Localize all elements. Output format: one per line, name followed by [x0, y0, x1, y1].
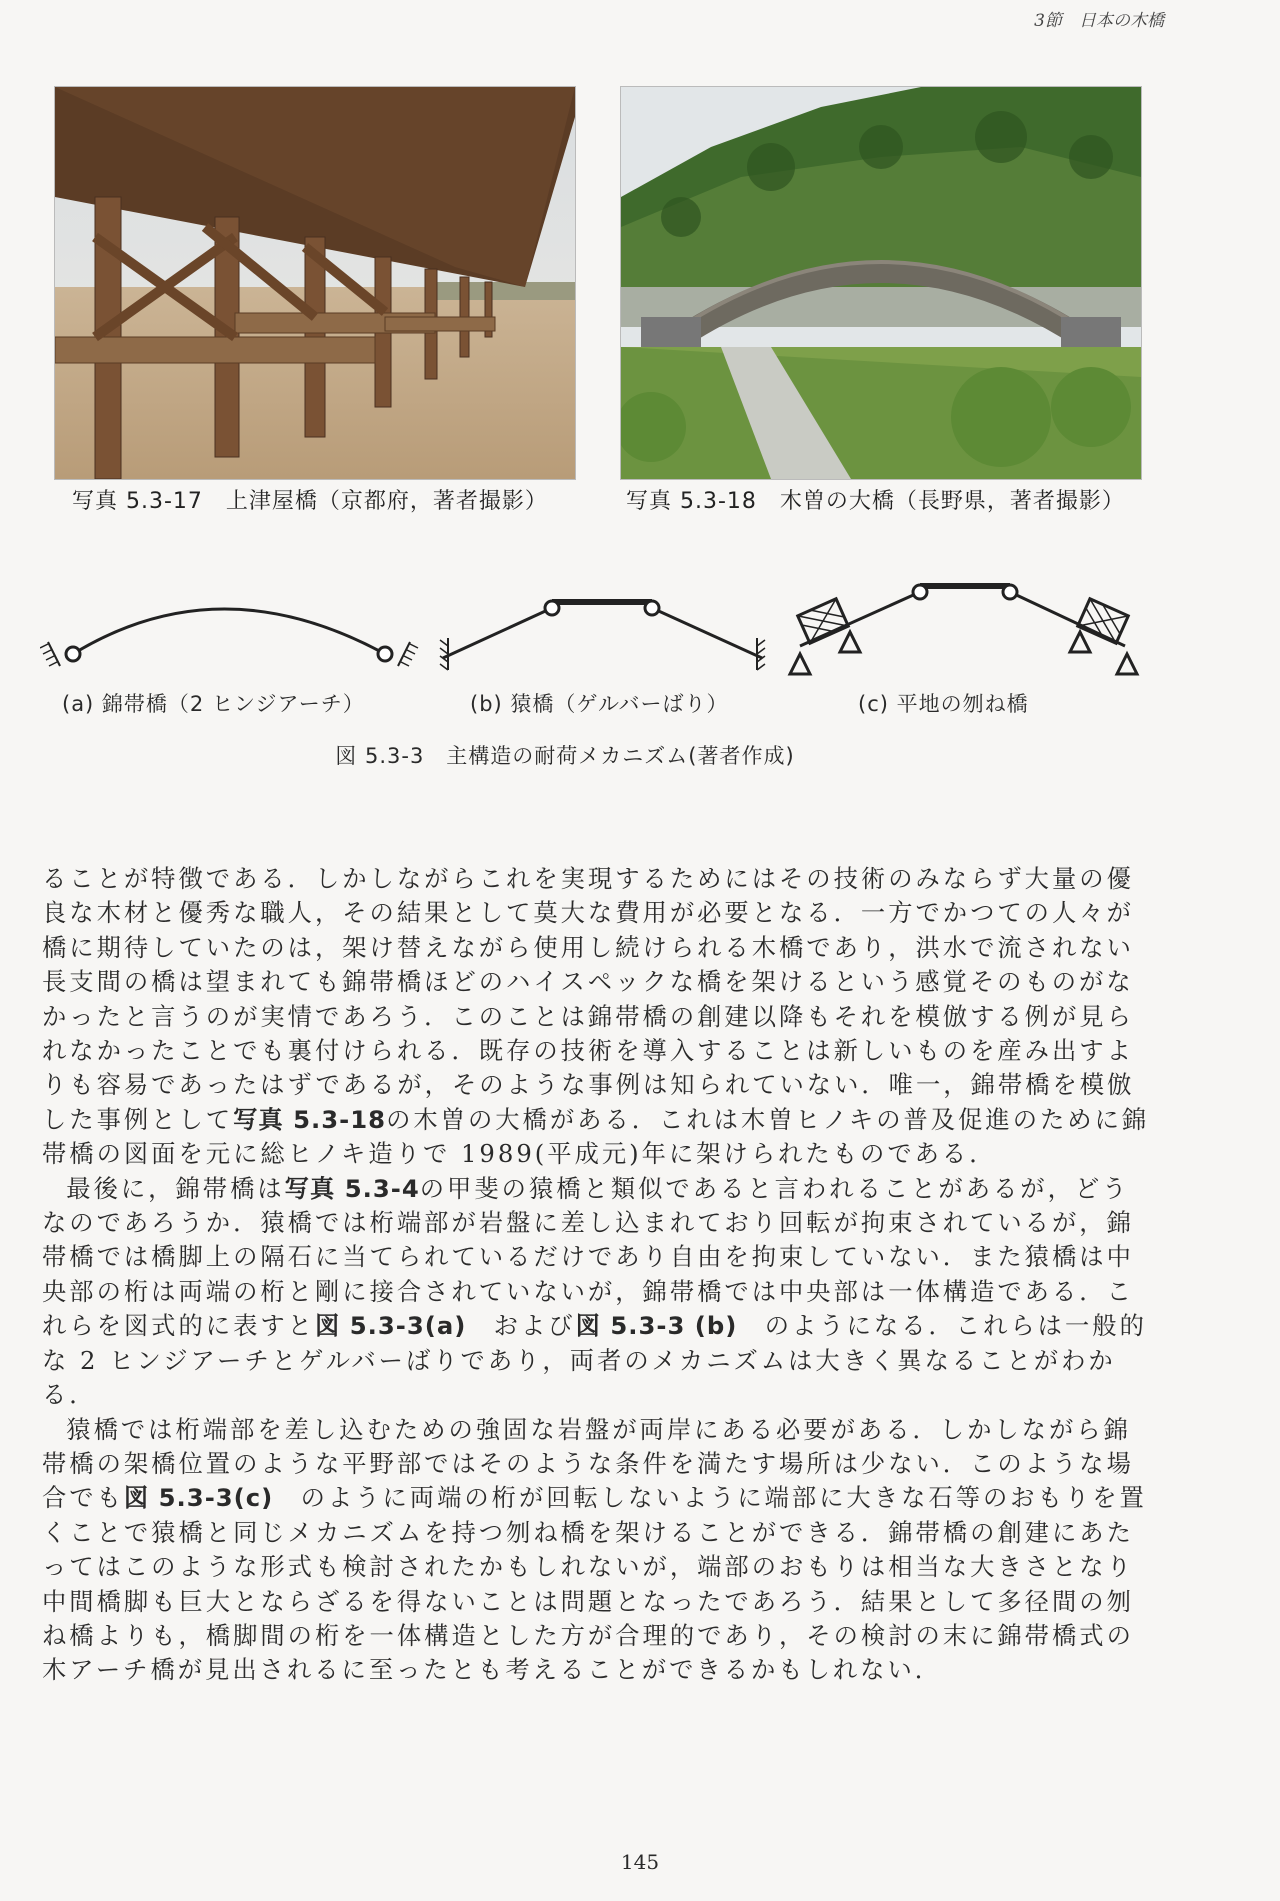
p2-ref-photo: 写真 5.3-4 [284, 1173, 420, 1203]
diagram-a-arch [40, 609, 418, 666]
photo-kiso-ohashi [620, 86, 1142, 480]
page-number: 145 [620, 1850, 660, 1874]
p2-text-1: 最後に，錦帯橋は [66, 1173, 285, 1203]
photo-kozuya-bridge [54, 86, 576, 480]
paragraph-1 [42, 862, 1152, 1172]
figure-title: 図 5.3-3 主構造の耐荷メカニズム(著者作成) [335, 744, 795, 768]
p1-text-2: の木曽の大橋がある．これは木曽ヒノキの普及促進のために錦帯橋の図面を元に総ヒノキ造りで 1989(平成元)年に架けられたものである． [42, 1104, 1150, 1169]
p2-text-3: および [493, 1311, 576, 1341]
body-text [42, 862, 1152, 1688]
p3-text-2: のように両端の桁が回転しないように端部に大きな石等のおもりを置くことで猿橋と同じメカニズムを持つ刎ね橋を架けることができる．錦帯橋の創建にあたってはこのような形式も検討されたかもしれないが，端部のおもりは相当な大きさとなり中間橋脚も巨大とならざるを得ないことは問題となったであろう．結果として多径間の刎ね橋よりも，橋脚間の桁を一体構造とした方が合理的であり，その検討の末に錦帯橋式の木アーチ橋が見出されるに至ったとも考えることができるかもしれない． [42, 1483, 1147, 1685]
photo-caption-2: 写真 5.3-18 木曽の大橋（長野県，著者撮影） [626, 489, 1125, 514]
diagram-b-gerber [440, 601, 765, 670]
paragraph-2 [42, 1172, 1152, 1413]
photo-caption-1: 写真 5.3-17 上津屋橋（京都府，著者撮影） [72, 489, 548, 514]
p3-text-1: 猿橋では桁端部を差し込むための強固な岩盤が両岸にある必要がある．しかしながら錦帯橋の架橋位置のような平野部ではそのような条件を満たす場所は少ない．このような場合でも [42, 1414, 1134, 1513]
p2-text-4: のようになる．これらは一般的な 2 ヒンジアーチとゲルバーばりであり，両者のメカニズムは大きく異なることがわかる． [42, 1311, 1147, 1410]
diagram-caption-a: (a) 錦帯橋（2 ヒンジアーチ） [62, 692, 365, 716]
paragraph-3 [42, 1413, 1152, 1688]
diagram-caption-c: (c) 平地の刎ね橋 [858, 692, 1029, 716]
p2-ref-fig-b: 図 5.3-3 (b) [575, 1311, 738, 1341]
running-header: 3節 日本の木橋 [1034, 11, 1164, 31]
diagram-caption-b: (b) 猿橋（ゲルバーばり） [470, 692, 729, 716]
p3-ref-fig-c: 図 5.3-3(c) [123, 1483, 274, 1513]
p1-text-1: ることが特徴である．しかしながらこれを実現するためにはその技術のみならず大量の優良な木材と優秀な職人，その結果として莫大な費用が必要となる．一方でかつての人々が橋に期待していたのは，架け替えながら使用し続けられる木橋であり，洪水で流されない長支間の橋は望まれても錦帯橋ほどのハイスペックな橋を架けるという感覚そのものがなかったと言うのが実情であろう．このことは錦帯橋の創建以降もそれを模倣する例が見られなかったことでも裏付けられる．既存の技術を導入することは新しいものを産み出すよりも容易であったはずであるが，そのような事例は知られていない．唯一，錦帯橋を模倣した事例として [42, 864, 1135, 1134]
p1-ref-photo: 写真 5.3-18 [233, 1104, 387, 1134]
diagram-c-hanebashi [790, 585, 1137, 674]
p2-ref-fig-a: 図 5.3-3(a) [314, 1311, 467, 1341]
p2-text-2: の甲斐の猿橋と類似であると言われることがあるが，どうなのであろうか．猿橋では桁端部が岩盤に差し込まれており回転が拘束されているが，錦帯橋では橋脚上の隔石に当てられているだけであり自由を拘束していない．また猿橋は中央部の桁は両端の桁と剛に接合されていないが，錦帯橋では中央部は一体構造である．これらを図式的に表すと [42, 1173, 1134, 1341]
